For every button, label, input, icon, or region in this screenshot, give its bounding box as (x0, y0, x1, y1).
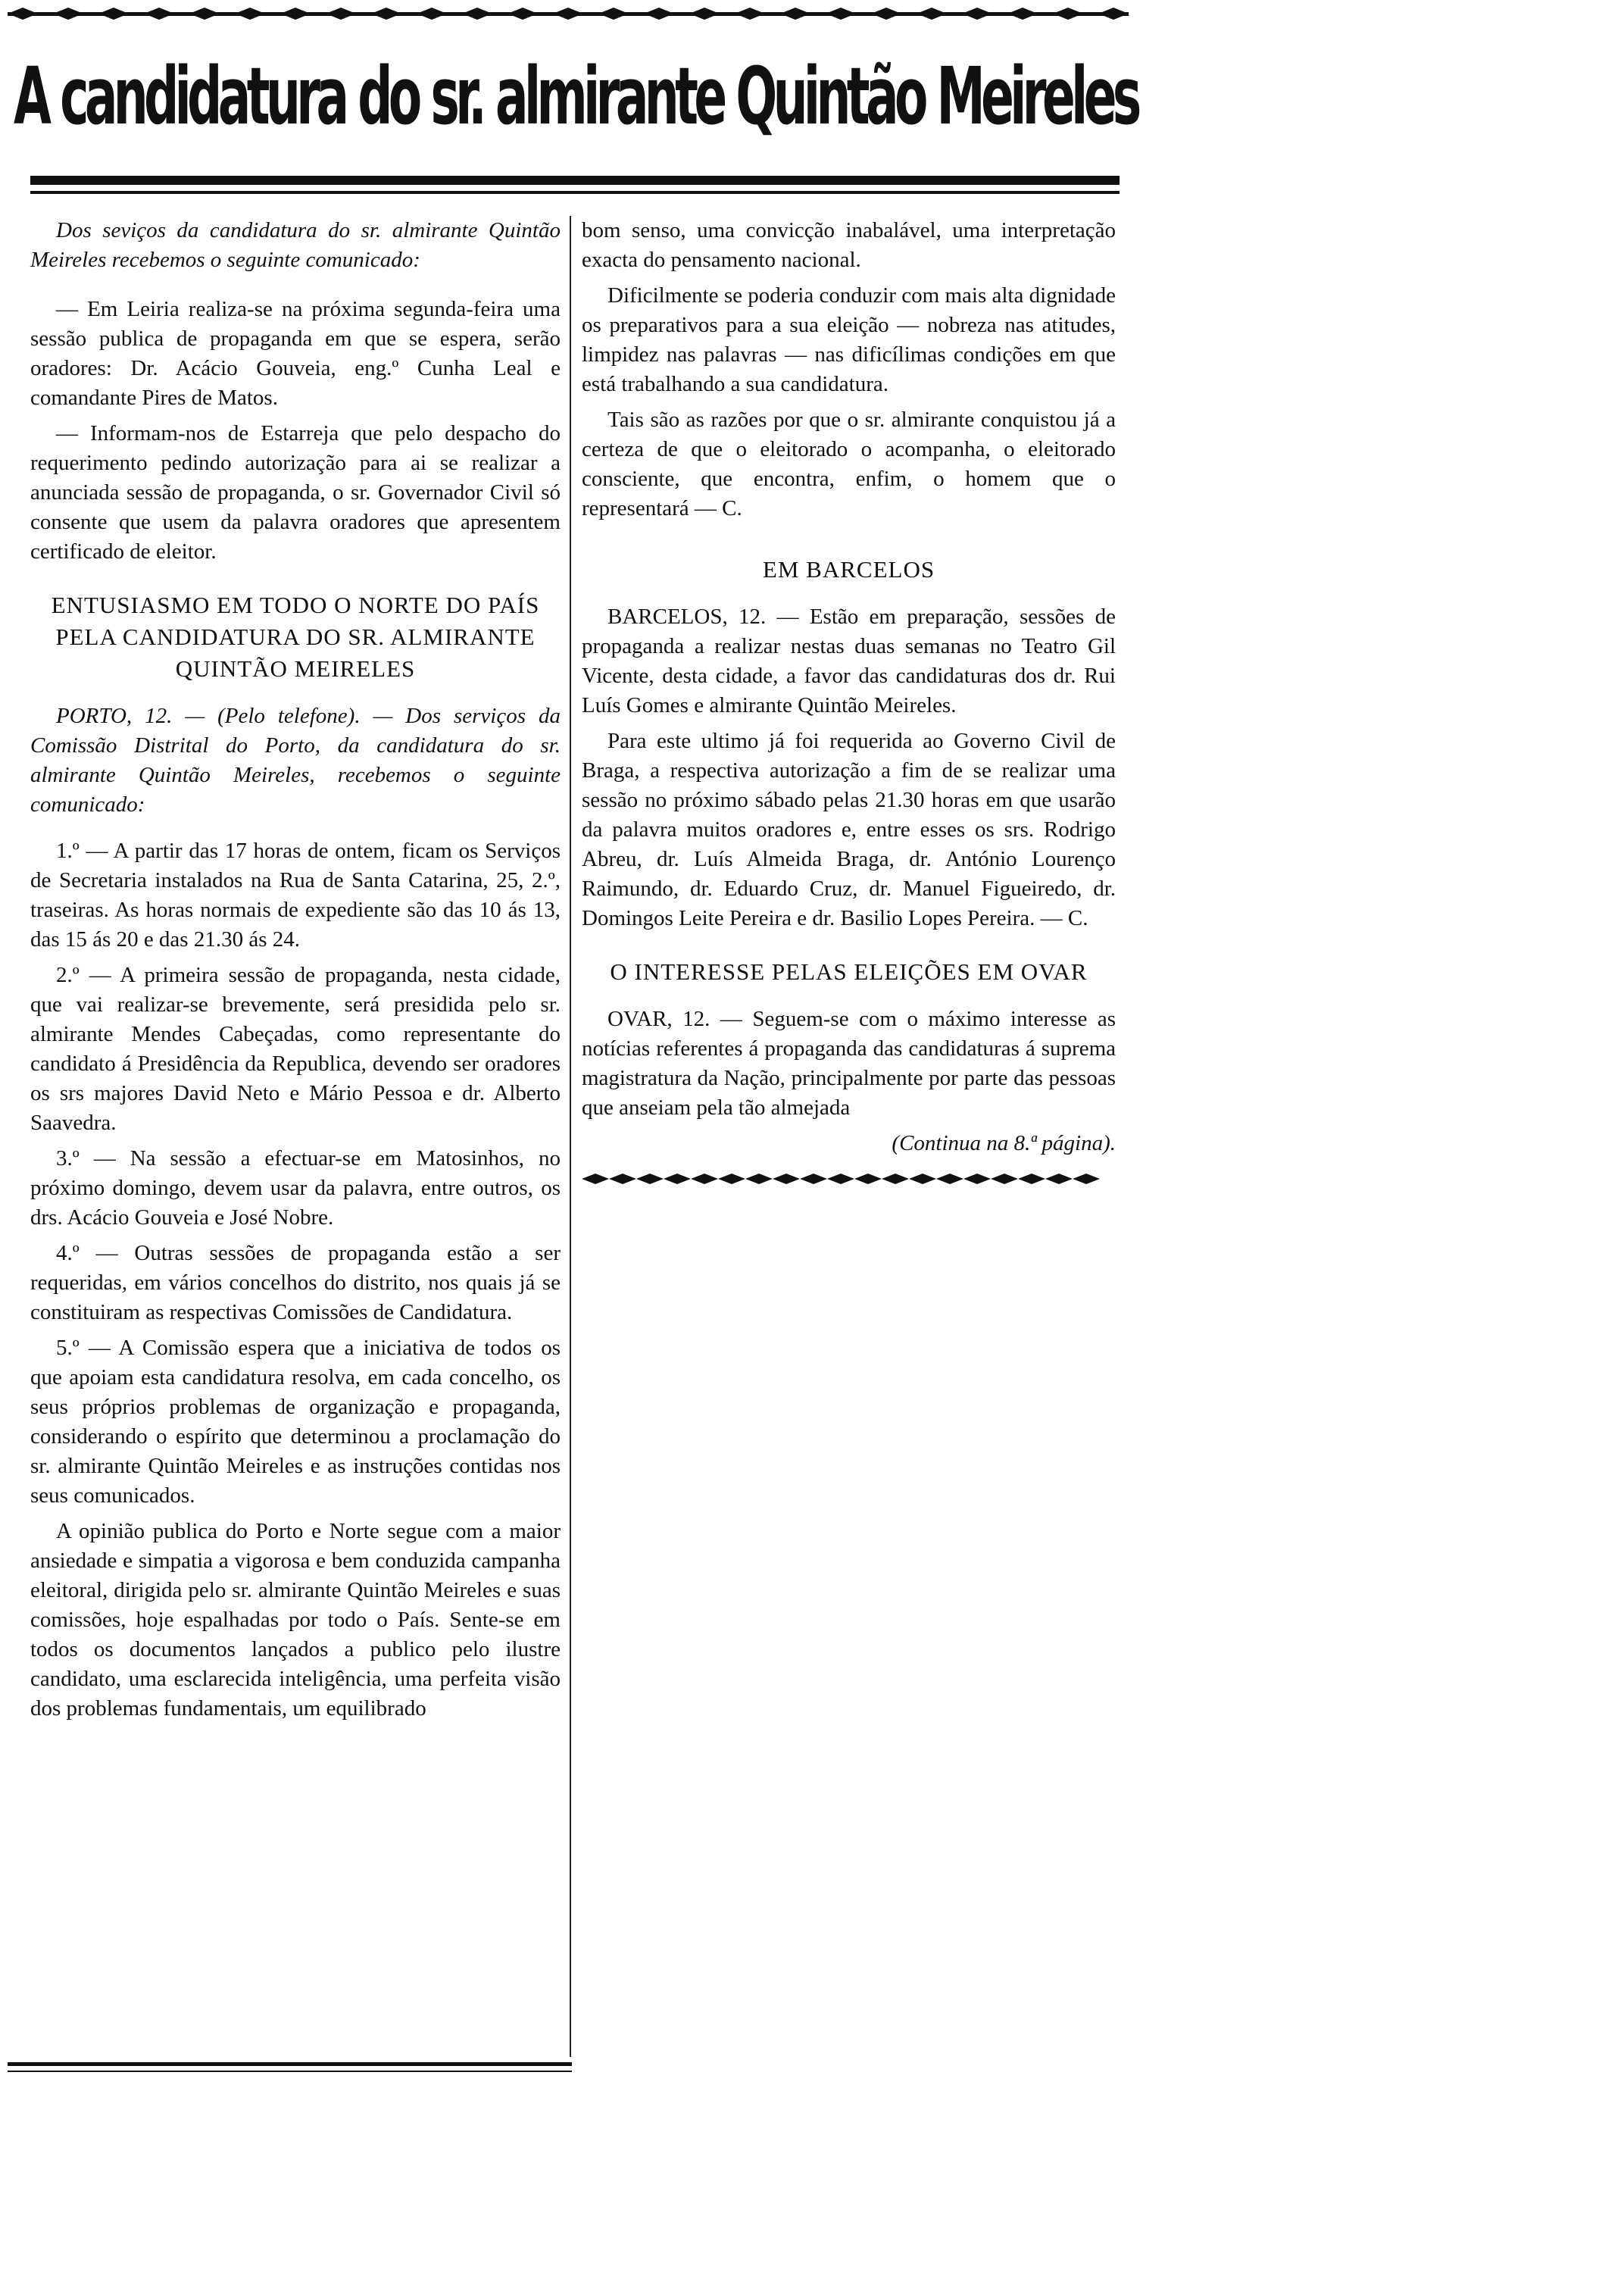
porto-dateline: PORTO, 12. — (Pelo telefone). — Dos serviços da Comissão Distrital do Porto, da candidatura do sr. almirante Quintão Meireles, recebemos o seguinte comunicado: (30, 704, 561, 817)
right-column-end-ornament (582, 1171, 1112, 1187)
ovar-paragraph: OVAR, 12. — Seguem-se com o máximo interesse as notícias referentes á propaganda das candidaturas á suprema magistratura da Nação, principalmente por parte das pessoas que anseiam pela tão almejada (582, 1007, 1116, 1120)
left-column (30, 216, 561, 1730)
top-ornament-border (8, 6, 1129, 23)
estarreja-paragraph: — Informam-nos de Estarreja que pelo despacho do requerimento pedindo autorização para ai se realizar a anunciada sessão de propaganda, o sr. Governador Civil só consente que usem da palavra oradores que apresentem certificado de eleitor. (30, 421, 561, 564)
barcelos-paragraph-1: BARCELOS, 12. — Estão em preparação, sessões de propaganda a realizar nestas duas semanas no Teatro Gil Vicente, desta cidade, a favor das candidaturas dos dr. Rui Luís Gomes e almirante Quintão Meireles. (582, 605, 1116, 717)
continued-note: (Continua na 8.ª página). (892, 1131, 1116, 1155)
section-heading-ovar: O INTERESSE PELAS ELEIÇÕES EM OVAR (610, 958, 1088, 985)
section-heading-barcelos: EM BARCELOS (762, 556, 935, 583)
item-4: 4.º — Outras sessões de propaganda estão a ser requeridas, em vários concelhos do distrito, nos quais já se constituiram as respectivas Comissões de Candidatura. (30, 1241, 561, 1324)
column-divider (570, 216, 571, 2057)
section-heading-norte: ENTUSIASMO EM TODO O NORTE DO PAÍS PELA CANDIDATURA DO SR. ALMIRANTE QUINTÃO MEIRELES (51, 592, 540, 682)
bottom-rule-thick (8, 2062, 572, 2066)
continuation-paragraph: bom senso, uma convicção inabalável, uma interpretação exacta do pensamento nacional. (582, 218, 1116, 272)
leiria-paragraph: — Em Leiria realiza-se na próxima segunda-feira uma sessão publica de propaganda em que se espera, serão oradores: Dr. Acácio Gouveia, eng.º Cunha Leal e comandante Pires de Matos. (30, 297, 561, 410)
item-5: 5.º — A Comissão espera que a iniciativa de todos os que apoiam esta candidatura resolva, em cada concelho, os seus próprios problemas de organização e propaganda, considerando o espírito que determinou a proclamação do sr. almirante Quintão Meireles e as instruções contidas nos seus comunicados. (30, 1336, 561, 1508)
porto-opinion-paragraph: A opinião publica do Porto e Norte segue com a maior ansiedade e simpatia a vigorosa e bem conduzida campanha eleitoral, dirigida pelo sr. almirante Quintão Meireles e suas comissões, hoje espalhadas por todo o País. Sente-se em todos os documentos lançados a publico pelo ilustre candidato, uma esclarecida inteligência, uma perfeita visão dos problemas fundamentais, um equilibrado (30, 1519, 561, 1721)
intro-paragraph: Dos seviços da candidatura do sr. almirante Quintão Meireles recebemos o seguinte comunicado: (30, 218, 561, 272)
dignity-paragraph: Dificilmente se poderia conduzir com mais alta dignidade os preparativos para a sua eleição — nobreza nas atitudes, limpidez nas palavras — nas dificílimas condições em que está trabalhando a sua candidatura. (582, 283, 1116, 396)
item-2: 2.º — A primeira sessão de propaganda, nesta cidade, que vai realizar-se brevemente, será presidida pelo sr. almirante Mendes Cabeçadas, como representante do candidato á Presidência da Republica, devendo ser oradores os srs majores David Neto e Mário Pessoa e dr. Alberto Saavedra. (30, 963, 561, 1135)
headline: A candidatura do sr. almirante Quintão Meireles (14, 50, 1138, 142)
barcelos-paragraph-2: Para este ultimo já foi requerida ao Governo Civil de Braga, a respectiva autorização a fim de se realizar uma sessão no próximo sábado pelas 21.30 horas em que usarão da palavra muitos oradores e, entre esses os srs. Rodrigo Abreu, dr. Luís Almeida Braga, dr. António Lourenço Raimundo, dr. Eduardo Cruz, dr. Manuel Figueiredo, dr. Domingos Leite Pereira e dr. Basilio Lopes Pereira. — C. (582, 729, 1116, 930)
item-3: 3.º — Na sessão a efectuar-se em Matosinhos, no próximo domingo, devem usar da palavra, entre outros, os drs. Acácio Gouveia e José Nobre. (30, 1146, 561, 1230)
bottom-rule-thin (8, 2071, 572, 2072)
item-1: 1.º — A partir das 17 horas de ontem, ficam os Serviços de Secretaria instalados na Rua de Santa Catarina, 25, 2.º, traseiras. As horas normais de expediente são das 10 ás 13, das 15 ás 20 e das 21.30 ás 24. (30, 839, 561, 952)
reasons-paragraph: Tais são as razões por que o sr. almirante conquistou já a certeza de que o eleitorado o acompanha, o eleitorado consciente, que encontra, enfim, o homem que o representará — C. (582, 408, 1116, 520)
right-column (582, 216, 1116, 1187)
headline-rule-thin (30, 191, 1120, 194)
headline-rule-thick (30, 176, 1120, 185)
